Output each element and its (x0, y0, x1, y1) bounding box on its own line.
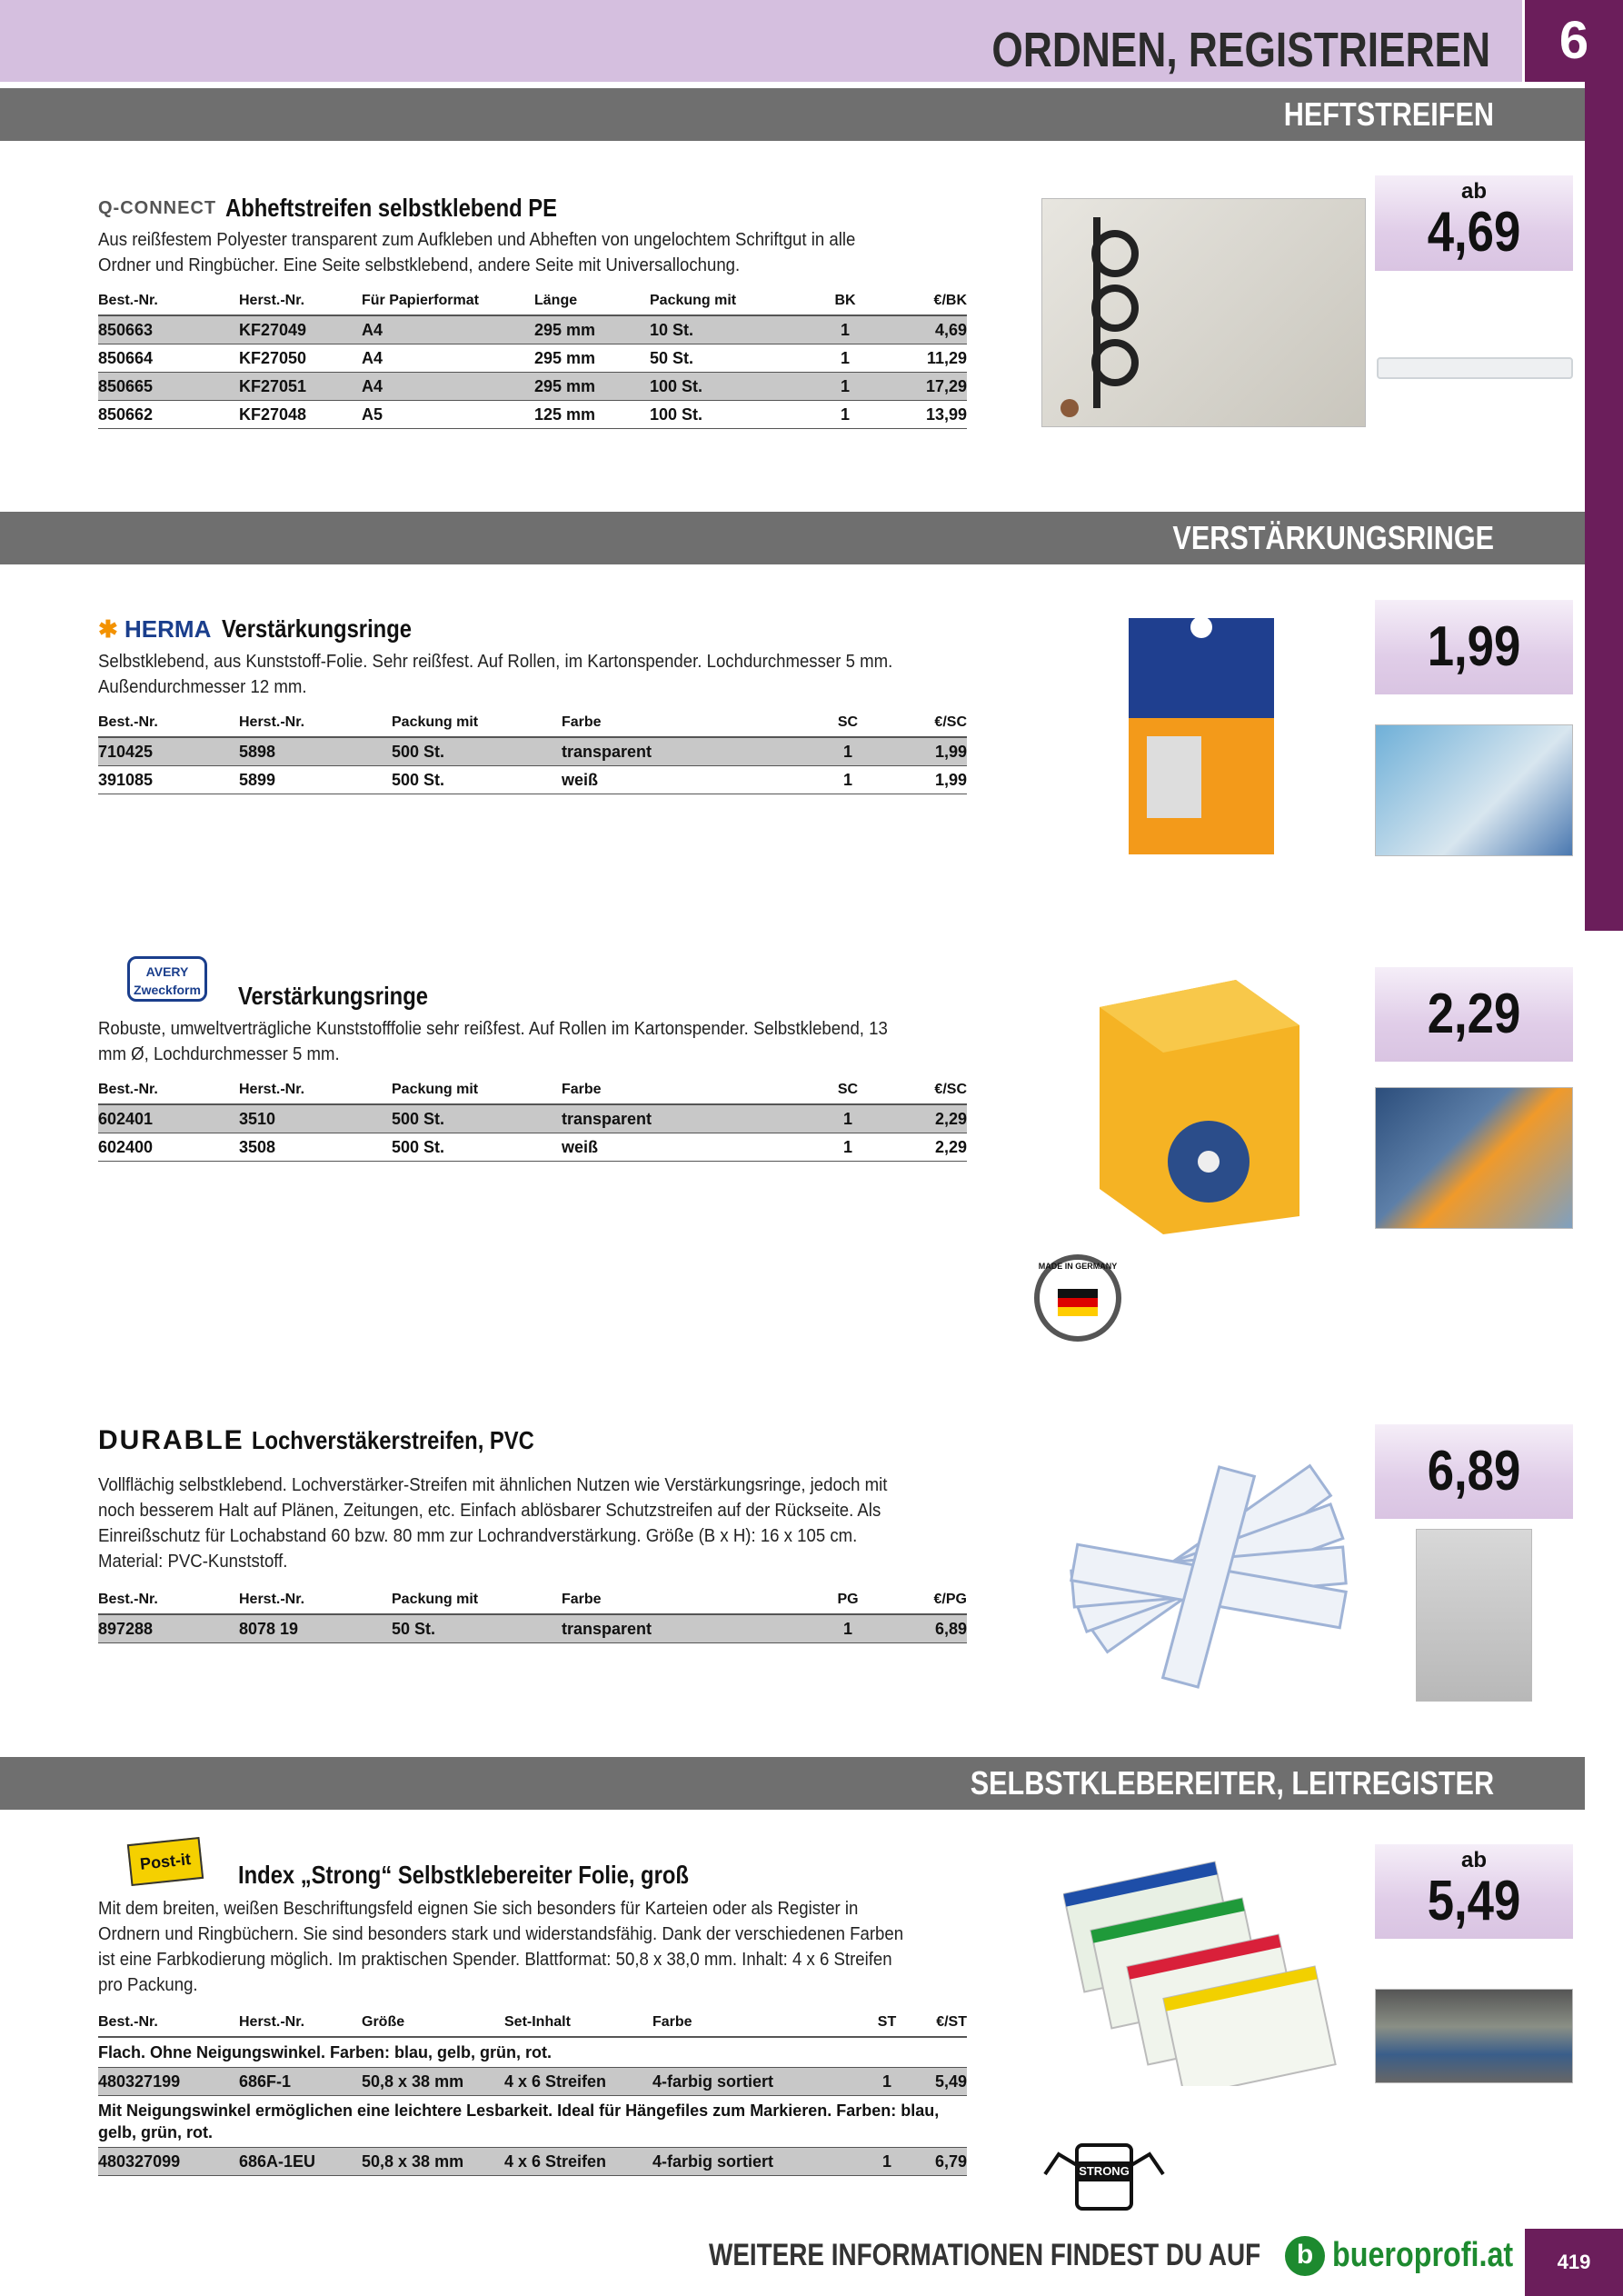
table-cell: 480327199 (98, 2068, 239, 2096)
table-cell: 602400 (98, 1133, 239, 1162)
table-cell: 1,99 (880, 766, 967, 794)
binder-illustration (1042, 199, 1367, 428)
table-cell: 8078 19 (239, 1614, 392, 1643)
table-cell: 100 St. (650, 401, 813, 429)
chapter-number: 6 (1525, 0, 1623, 82)
price-box-1: ab 4,69 (1375, 175, 1573, 271)
table-cell: 1 (813, 373, 877, 401)
product-table-2 (98, 709, 967, 794)
bueroprofi-logo-icon: b (1285, 2236, 1325, 2276)
table-header-cell: Farbe (562, 1076, 816, 1104)
product-image-avery-box (1072, 962, 1336, 1243)
table-cell: 3510 (239, 1104, 392, 1133)
product-table-4 (98, 1586, 967, 1643)
table-row (98, 373, 967, 401)
page-number: 419 (1525, 2229, 1623, 2296)
table-cell: 500 St. (392, 766, 562, 794)
table-row (98, 1586, 967, 1614)
table-cell: A4 (362, 315, 534, 344)
table-header-cell: Für Papierformat (362, 287, 534, 315)
product-image-application (1375, 724, 1573, 856)
table-header-cell: Set-Inhalt (504, 2009, 652, 2037)
table-cell: 5,49 (910, 2068, 967, 2096)
footer-text: WEITERE INFORMATIONEN FINDEST DU AUF (709, 2238, 1261, 2272)
table-header-cell: ST (864, 2009, 910, 2037)
product-description: Aus reißfestem Polyester transparent zum Aufkleben und Abheften von ungelochtem Schriftgut in alle Ordner und Ringbücher. Eine Seite selbstklebend, andere Seite mit Universallochung. (98, 230, 856, 275)
table-row (98, 315, 967, 344)
product-title: Lochverstäkerstreifen, PVC (251, 1426, 534, 1454)
table-header-cell: PG (816, 1586, 880, 1614)
brand-logo-herma: ✱ HERMA (98, 615, 212, 643)
table-cell: 50,8 x 38 mm (362, 2068, 504, 2096)
table-header-cell: Länge (534, 287, 650, 315)
table-header-cell: Packung mit (392, 1586, 562, 1614)
product-title: Index „Strong“ Selbstklebereiter Folie, groß (238, 1861, 689, 1889)
table-row (98, 401, 967, 429)
table-cell: 1 (816, 1614, 880, 1643)
table-cell: 100 St. (650, 373, 813, 401)
table-cell: A4 (362, 373, 534, 401)
table-cell: 50,8 x 38 mm (362, 2148, 504, 2176)
product-image-avery-application (1375, 1087, 1573, 1229)
product-title: Verstärkungsringe (222, 614, 413, 643)
table-cell: 295 mm (534, 373, 650, 401)
table-cell: 2,29 (880, 1133, 967, 1162)
table-header-cell: Best.-Nr. (98, 287, 239, 315)
product-title: Abheftstreifen selbstklebend PE (225, 194, 558, 222)
product-description: Vollflächig selbstklebend. Lochverstärker-Streifen mit ähnlichen Nutzen wie Verstärkungsringe, jedoch mit noch besserem Halt auf Plänen, Zeitungen, etc. Einfach ablösbarer Schutzstreifen auf der Rückseite. Als Einreißschutz für Lochabstand 60 bzw. 80 mm zur Lochrandverstärkung. Größe (B x H): 16 x 105 cm. Material: PVC-Kunststoff. (98, 1475, 888, 1572)
table-header-cell: Farbe (562, 1586, 816, 1614)
product-image-herma-box (1110, 591, 1297, 873)
table-cell: 686F-1 (239, 2068, 362, 2096)
durable-strips-illustration (1054, 1413, 1363, 1695)
table-header-cell: Best.-Nr. (98, 709, 239, 737)
table-row (98, 287, 967, 315)
table-cell: weiß (562, 766, 816, 794)
chapter-sidebar (1585, 82, 1623, 931)
table-cell: 1 (813, 344, 877, 373)
table-row (98, 1104, 967, 1133)
table-cell: 2,29 (880, 1104, 967, 1133)
table-cell: 1 (864, 2068, 910, 2096)
product-image-strip (1377, 357, 1573, 379)
table-cell: 602401 (98, 1104, 239, 1133)
table-cell: 1 (813, 401, 877, 429)
postit-tabs-illustration (1063, 1850, 1354, 2086)
section-header-selbstklebereiter: SELBSTKLEBEREITER, LEITREGISTER (0, 1757, 1585, 1810)
table-cell: 500 St. (392, 1104, 562, 1133)
table-cell: 480327099 (98, 2148, 239, 2176)
table-cell: 295 mm (534, 315, 650, 344)
table-header-cell: Herst.-Nr. (239, 2009, 362, 2037)
table-row (98, 2148, 967, 2176)
herma-box-illustration (1110, 591, 1297, 873)
table-cell: 1 (813, 315, 877, 344)
avery-box-illustration (1072, 962, 1336, 1243)
product-title: Verstärkungsringe (238, 982, 428, 1010)
table-header-cell: €/BK (877, 287, 967, 315)
brand-logo-postit: Post-it (127, 1837, 204, 1886)
price-box-4 (1375, 1424, 1573, 1519)
table-note: Mit Neigungswinkel ermöglichen eine leichtere Lesbarkeit. Ideal für Hängefiles zum Markieren. Farben: blau, gelb, grün, rot. (98, 2096, 967, 2148)
product-table-3 (98, 1076, 967, 1162)
table-cell: 850662 (98, 401, 239, 429)
table-cell: 710425 (98, 737, 239, 766)
table-header-cell: €/PG (880, 1586, 967, 1614)
price: 6,89 (1427, 1440, 1521, 1502)
table-cell: 4 x 6 Streifen (504, 2148, 652, 2176)
product-image-hangefiles (1375, 1989, 1573, 2083)
product-heading-2 (98, 614, 445, 644)
table-row (98, 709, 967, 737)
product-table-5 (98, 2009, 967, 2176)
table-cell: KF27048 (239, 401, 362, 429)
brand-logo-durable: DURABLE (98, 1425, 244, 1455)
table-row (98, 1076, 967, 1104)
table-cell: 1 (816, 737, 880, 766)
product-description: Selbstklebend, aus Kunststoff-Folie. Sehr reißfest. Auf Rollen, im Kartonspender. Lochdurchmesser 5 mm. Außendurchmesser 12 mm. (98, 652, 893, 697)
product-heading-4 (98, 1425, 583, 1456)
page-title: ORDNEN, REGISTRIEREN (991, 23, 1490, 77)
table-cell: 686A-1EU (239, 2148, 362, 2176)
brand-logo-avery: AVERY Zweckform (127, 956, 207, 1002)
table-header-cell: Herst.-Nr. (239, 709, 392, 737)
table-cell: transparent (562, 737, 816, 766)
table-cell: 1 (816, 1104, 880, 1133)
table-header-cell: SC (816, 709, 880, 737)
table-cell: transparent (562, 1614, 816, 1643)
price: 4,69 (1427, 201, 1521, 264)
product-image-durable-application (1416, 1529, 1532, 1702)
price-box-3 (1375, 967, 1573, 1062)
table-cell: 50 St. (392, 1614, 562, 1643)
table-cell: 500 St. (392, 1133, 562, 1162)
table-cell: 10 St. (650, 315, 813, 344)
product-heading-3 (238, 981, 462, 1012)
table-row (98, 1133, 967, 1162)
table-cell: 1,99 (880, 737, 967, 766)
table-cell: 850665 (98, 373, 239, 401)
table-header-cell: €/ST (910, 2009, 967, 2037)
product-description: Mit dem breiten, weißen Beschriftungsfeld eignen Sie sich besonders für Karteien oder als Register in Ordnern und Ringbüchern. Sie sind besonders stark und widerstandsfähig. Dank der verschiedenen Farben ist eine Farbkodierung möglich. Im praktischen Spender. Blattformat: 50,8 x 38,0 mm. Inhalt: 4 x 6 Streifen pro Packung. (98, 1899, 904, 1995)
table-cell: 850664 (98, 344, 239, 373)
table-header-cell: Packung mit (392, 709, 562, 737)
price-box-5: ab 5,49 (1375, 1844, 1573, 1939)
table-cell: transparent (562, 1104, 816, 1133)
product-description: Robuste, umweltverträgliche Kunststofffolie sehr reißfest. Auf Rollen im Kartonspender. Selbstklebend, 13 mm Ø, Lochdurchmesser 5 mm. (98, 1019, 888, 1064)
table-cell: A4 (362, 344, 534, 373)
table-header-cell: Best.-Nr. (98, 1586, 239, 1614)
table-cell: 4,69 (877, 315, 967, 344)
table-note: Flach. Ohne Neigungswinkel. Farben: blau, gelb, grün, rot. (98, 2037, 967, 2068)
section-header-verstaerkungsringe: VERSTÄRKUNGSRINGE (0, 512, 1585, 564)
made-in-germany-badge: MADE IN GERMANY (1034, 1254, 1121, 1342)
table-row (98, 2009, 967, 2037)
table-row (98, 2037, 967, 2068)
table-cell: KF27049 (239, 315, 362, 344)
table-cell: weiß (562, 1133, 816, 1162)
table-header-cell: Best.-Nr. (98, 1076, 239, 1104)
product-image-postit-tabs (1063, 1850, 1354, 2086)
table-header-cell: Größe (362, 2009, 504, 2037)
table-cell: 6,89 (880, 1614, 967, 1643)
table-cell: 391085 (98, 766, 239, 794)
product-image-durable-strips (1054, 1413, 1363, 1695)
price: 5,49 (1427, 1870, 1521, 1932)
product-heading-5 (238, 1860, 768, 1891)
table-cell: 4-farbig sortiert (652, 2068, 864, 2096)
table-header-cell: Herst.-Nr. (239, 1586, 392, 1614)
table-header-cell: Farbe (652, 2009, 864, 2037)
table-cell: 500 St. (392, 737, 562, 766)
table-row (98, 737, 967, 766)
brand-logo-qconnect: Q-CONNECT (98, 198, 217, 218)
table-cell: 125 mm (534, 401, 650, 429)
strong-badge: STRONG (1036, 2138, 1172, 2212)
table-cell: 13,99 (877, 401, 967, 429)
table-cell: 17,29 (877, 373, 967, 401)
herma-star-icon: ✱ (98, 615, 118, 643)
table-cell: 1 (864, 2148, 910, 2176)
table-header-cell: Best.-Nr. (98, 2009, 239, 2037)
table-header-cell: €/SC (880, 1076, 967, 1104)
table-header-cell: Herst.-Nr. (239, 1076, 392, 1104)
table-cell: 897288 (98, 1614, 239, 1643)
table-cell: KF27051 (239, 373, 362, 401)
table-row (98, 1614, 967, 1643)
table-header-cell: €/SC (880, 709, 967, 737)
table-header-cell: Herst.-Nr. (239, 287, 362, 315)
table-row (98, 2068, 967, 2096)
price: 2,29 (1427, 983, 1521, 1045)
table-cell: 50 St. (650, 344, 813, 373)
table-cell: 850663 (98, 315, 239, 344)
table-cell: 1 (816, 766, 880, 794)
price-box-2 (1375, 600, 1573, 694)
product-image-binder (1041, 198, 1366, 427)
price: 1,99 (1427, 615, 1521, 678)
table-cell: 11,29 (877, 344, 967, 373)
table-row (98, 2096, 967, 2148)
table-header-cell: SC (816, 1076, 880, 1104)
table-cell: 3508 (239, 1133, 392, 1162)
product-heading-1 (98, 193, 616, 224)
table-cell: 1 (816, 1133, 880, 1162)
table-cell: A5 (362, 401, 534, 429)
table-cell: 6,79 (910, 2148, 967, 2176)
table-row (98, 344, 967, 373)
table-cell: 5898 (239, 737, 392, 766)
table-cell: 5899 (239, 766, 392, 794)
table-header-cell: Farbe (562, 709, 816, 737)
table-header-cell: BK (813, 287, 877, 315)
table-cell: 4-farbig sortiert (652, 2148, 864, 2176)
product-table-1 (98, 287, 967, 429)
table-header-cell: Packung mit (650, 287, 813, 315)
table-cell: 4 x 6 Streifen (504, 2068, 652, 2096)
section-header-heftstreifen: HEFTSTREIFEN (0, 88, 1585, 141)
table-row (98, 766, 967, 794)
footer-url-link[interactable]: bueroprofi.at (1332, 2236, 1514, 2274)
table-cell: 295 mm (534, 344, 650, 373)
table-cell: KF27050 (239, 344, 362, 373)
table-header-cell: Packung mit (392, 1076, 562, 1104)
